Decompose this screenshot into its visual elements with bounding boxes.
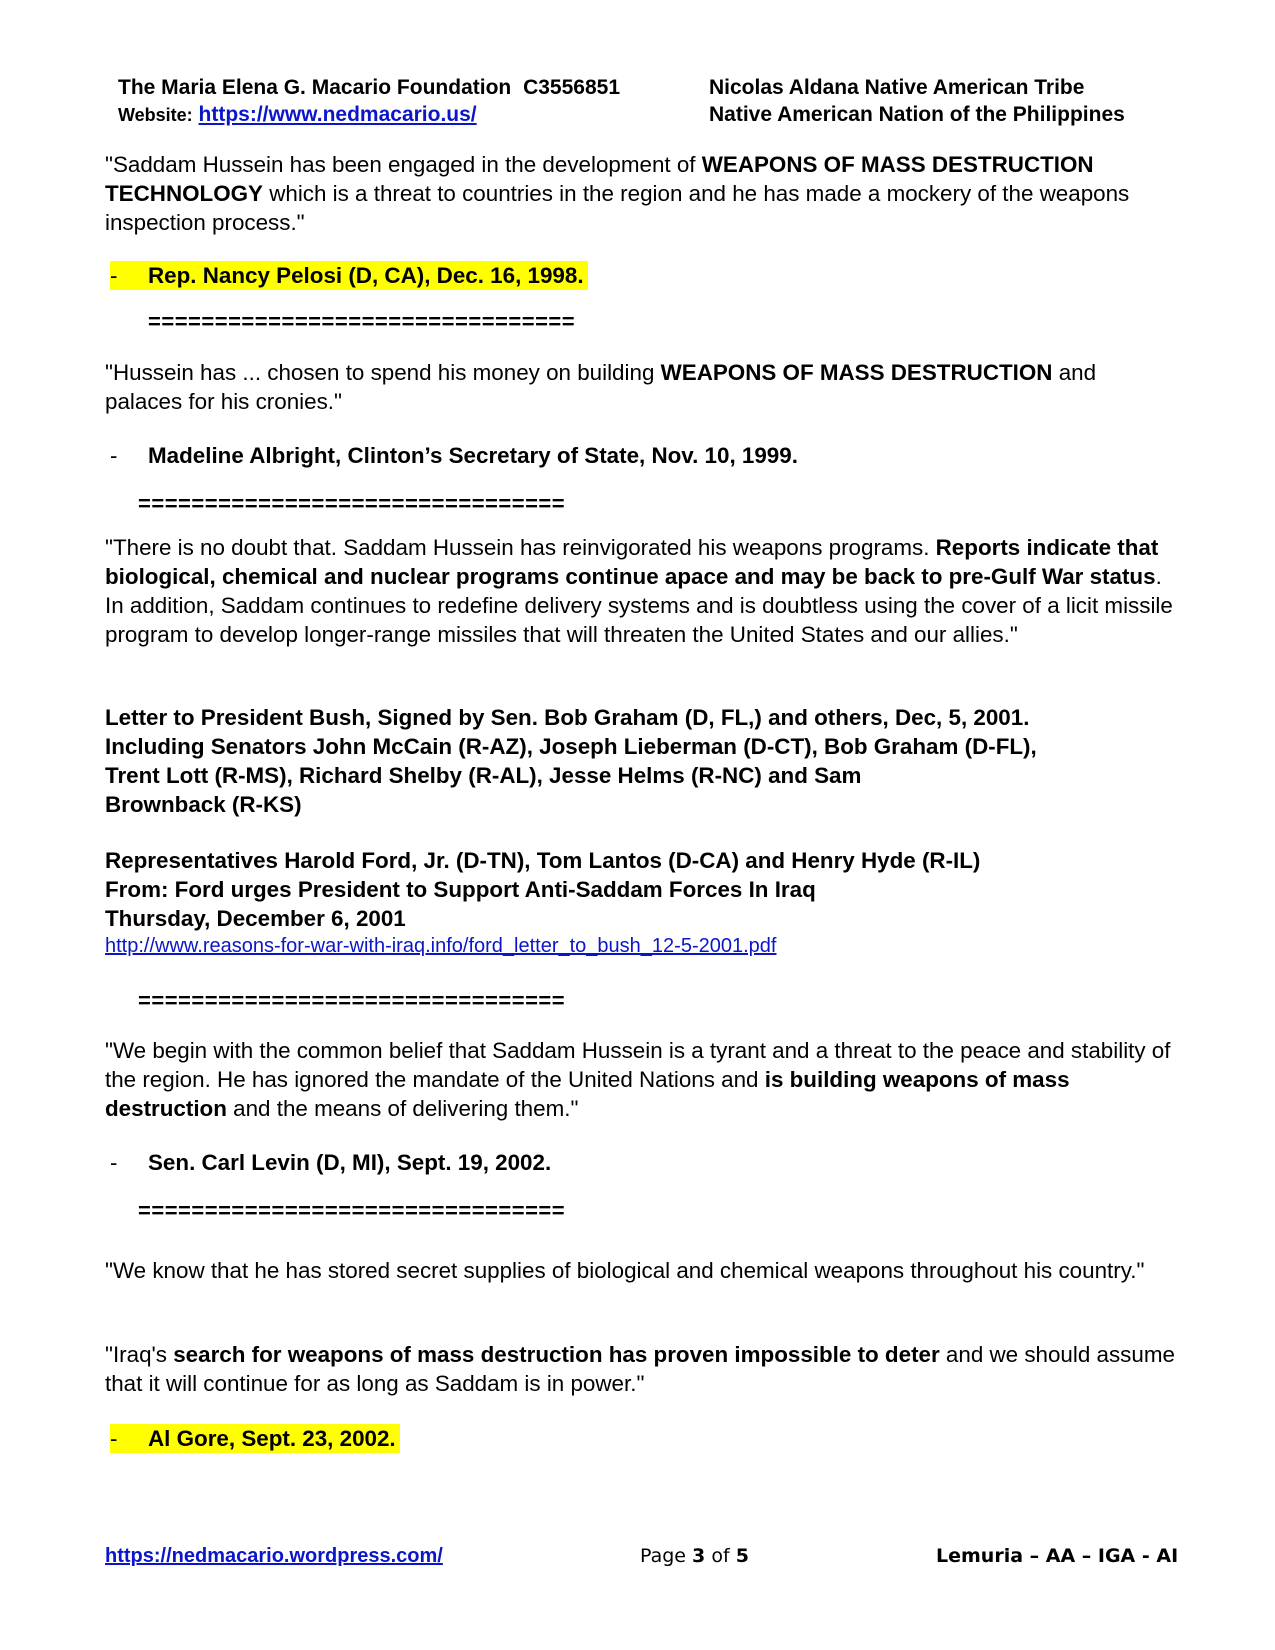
reps-block [105,846,1175,933]
attribution-1 [110,261,588,290]
separator-2: ================================ [138,491,566,516]
letter-line-1: Letter to President Bush, Signed by Sen. Bob Graham (D, FL,) and others, Dec, 5, 2001. [105,705,1030,730]
header-left [118,74,620,129]
quote-4-text-b: and the means of delivering them." [226,1096,579,1121]
quote-2-bold: WEAPONS OF MASS DESTRUCTION [660,360,1053,385]
attribution-4-text: Sen. Carl Levin (D, MI), Sept. 19, 2002. [148,1150,552,1175]
quote-1 [105,150,1175,237]
bullet-dash: - [110,1150,118,1175]
quote-4-bold: is building weapons of mass destruction [105,1067,1070,1121]
org-code: C3556851 [523,76,620,99]
letter-block [105,703,1175,819]
quote-1-text-a: "Saddam Hussein has been engaged in the development of [105,152,702,177]
reference-link[interactable]: http://www.reasons-for-war-with-iraq.info/ford_letter_to_bush_12-5-2001.pdf [105,935,777,957]
page-prefix: Page [640,1545,693,1567]
bullet-dash: - [110,443,118,468]
website-link[interactable]: https://www.nedmacario.us/ [198,103,477,126]
bullet-dash: - [110,263,118,288]
attribution-2-text: Madeline Albright, Clinton’s Secretary of State, Nov. 10, 1999. [148,443,798,468]
reps-line-2: From: Ford urges President to Support Anti-Saddam Forces In Iraq [105,877,816,902]
footer-right: Lemuria – AA – IGA - AI [936,1545,1179,1567]
website-line [118,101,620,129]
quote-1-bold: WEAPONS OF MASS DESTRUCTION TECHNOLOGY [105,152,1094,206]
org-name: The Maria Elena G. Macario Foundation [118,76,512,99]
quote-6 [105,1340,1175,1398]
separator-1: ================================ [148,309,576,334]
quote-3-bold: Reports indicate that biological, chemical and nuclear programs continue apace and may be back to pre-Gulf War status [105,535,1159,589]
bullet-dash: - [110,1426,118,1451]
attribution-6-text: Al Gore, Sept. 23, 2002. [148,1426,396,1451]
footer-link[interactable]: https://nedmacario.wordpress.com/ [105,1545,443,1567]
tribe-line-2: Native American Nation of the Philippines [709,103,1125,126]
reps-line-3: Thursday, December 6, 2001 [105,906,406,931]
letter-line-3: Trent Lott (R-MS), Richard Shelby (R-AL), Jesse Helms (R-NC) and Sam [105,763,862,788]
quote-2-text-a: "Hussein has ... chosen to spend his money on building [105,360,661,385]
attribution-2 [110,441,798,470]
quote-6-text-b: and we should assume that it will continue for as long as Saddam is in power." [105,1342,1175,1396]
attribution-4 [110,1148,551,1177]
website-label: Website: [118,105,193,125]
reference-url-line [105,933,776,959]
page-total: 5 [735,1545,749,1567]
quote-4 [105,1036,1175,1123]
page-current: 3 [692,1545,706,1567]
quote-4-text-a: "We begin with the common belief that Saddam Hussein is a tyrant and a threat to the peace and stability of the region. He has ignored the mandate of the United Nations and [105,1038,1171,1092]
quote-3 [105,533,1175,649]
attribution-6 [110,1424,400,1453]
page-number [640,1545,749,1567]
reps-line-1: Representatives Harold Ford, Jr. (D-TN), Tom Lantos (D-CA) and Henry Hyde (R-IL) [105,848,981,873]
quote-3-text-a: "There is no doubt that. Saddam Hussein has reinvigorated his weapons programs. [105,535,936,560]
separator-4: ================================ [138,1198,566,1223]
org-line [118,74,620,101]
attribution-1-text: Rep. Nancy Pelosi (D, CA), Dec. 16, 1998. [148,263,584,288]
header-right [709,74,1125,128]
page-of: of [705,1545,736,1567]
tribe-line-1: Nicolas Aldana Native American Tribe [709,76,1085,99]
quote-2 [105,358,1175,416]
quote-2-text-b: and palaces for his cronies." [105,360,1097,414]
letter-line-4: Brownback (R-KS) [105,792,302,817]
letter-line-2: Including Senators John McCain (R-AZ), Joseph Lieberman (D-CT), Bob Graham (D-FL), [105,734,1037,759]
quote-1-text-b: which is a threat to countries in the region and he has made a mockery of the weapons inspection process." [105,181,1130,235]
footer-left [105,1545,443,1568]
quote-5: "We know that he has stored secret supplies of biological and chemical weapons throughout his country." [105,1258,1145,1283]
quote-6-bold: search for weapons of mass destruction has proven impossible to deter [173,1342,940,1367]
quote-6-text-a: "Iraq's [105,1342,174,1367]
quote-3-text-b: . In addition, Saddam continues to redefine delivery systems and is doubtless using the cover of a licit missile program to develop longer-range missiles that will threaten the United States and our allies." [105,564,1173,647]
separator-3: ================================ [138,988,566,1013]
